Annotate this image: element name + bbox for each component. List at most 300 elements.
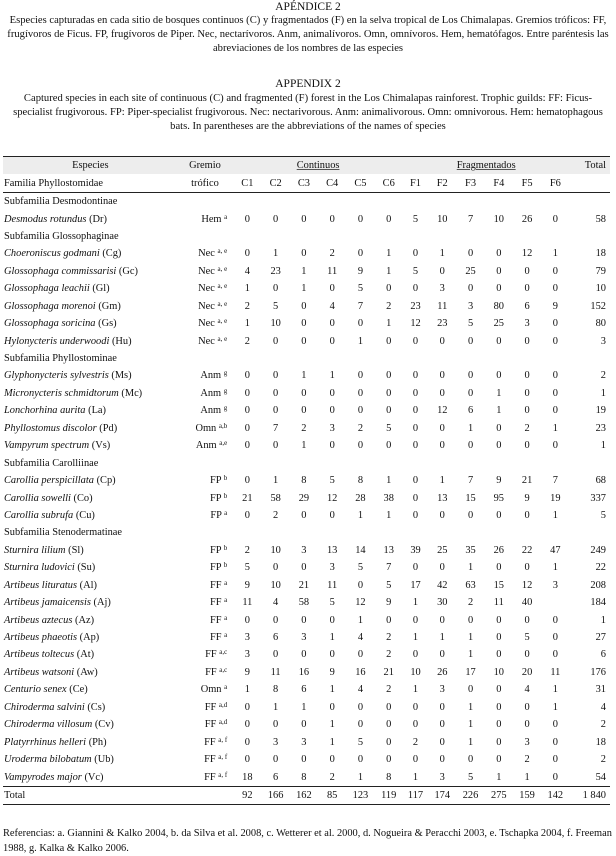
species-name: Chiroderma salvini (4, 701, 85, 713)
count-c4: 0 (329, 405, 335, 417)
guild-reference: a (224, 683, 228, 692)
count-c4: 13 (326, 544, 338, 556)
count-f2: 3 (439, 771, 445, 783)
empty-cell (177, 524, 234, 541)
empty-cell (485, 350, 513, 367)
table-row (3, 594, 610, 611)
empty-cell (262, 228, 290, 245)
count-f2: 11 (437, 300, 448, 312)
count-c2: 8 (273, 684, 279, 696)
count-c2: 10 (270, 579, 281, 591)
species-cell (3, 646, 177, 663)
guild-code: Nec (198, 248, 215, 260)
species-abbr: (Gl) (92, 283, 110, 295)
species-name: Glossophaga commissarisi (4, 265, 117, 277)
count-c3: 0 (301, 649, 307, 661)
count-c1: 5 (244, 562, 250, 574)
count-c2: 11 (270, 666, 281, 678)
guild-cell (177, 489, 234, 506)
count-c5: 0 (357, 213, 364, 225)
empty-cell (290, 524, 318, 541)
empty-cell (541, 350, 569, 367)
empty-cell (428, 228, 456, 245)
species-name: Choeroniscus godmani (4, 248, 100, 260)
count-c4: 0 (329, 509, 335, 521)
guild-code: Anm (200, 405, 222, 417)
count-f3: 1 (467, 719, 474, 731)
count-f2: 26 (437, 666, 448, 678)
count-c5: 28 (355, 492, 366, 504)
count-c2: 10 (270, 318, 281, 330)
empty-cell (456, 454, 484, 471)
species-name: Glossophaga soricina (4, 318, 96, 330)
count-c5: 0 (357, 405, 364, 417)
species-total: 79 (595, 265, 606, 277)
count-c2: 0 (273, 387, 279, 399)
empty-cell (403, 454, 428, 471)
count-f3: 0 (467, 370, 474, 382)
count-c6: 9 (386, 597, 392, 609)
guild-reference: a (224, 212, 228, 221)
subfamily-label: Subfamilia Glossophaginae (4, 230, 119, 242)
empty-cell (569, 228, 610, 245)
empty-cell (513, 454, 541, 471)
guild-code: Hem (201, 213, 222, 225)
count-f1: 0 (412, 283, 419, 295)
empty-cell (428, 192, 456, 210)
guild-reference: a (224, 631, 228, 640)
count-f4: 11 (493, 597, 504, 609)
total-row (3, 786, 610, 804)
count-c6: 0 (386, 213, 392, 225)
count-f3: 0 (467, 335, 474, 347)
count-f3: 0 (467, 509, 474, 521)
header-fragmentados-label: Fragmentados (456, 160, 516, 172)
guild-cell (177, 507, 234, 524)
family-label: Familia Phyllostomidae (3, 174, 177, 192)
species-cell (3, 489, 177, 506)
count-f5: 26 (521, 213, 533, 225)
species-cell (3, 768, 177, 786)
grand-total: 1 840 (582, 789, 606, 801)
guild-code: FF (209, 579, 222, 591)
count-f2: 0 (439, 736, 445, 748)
header-continuos (233, 157, 403, 175)
count-c3: 3 (301, 736, 307, 748)
count-f4: 10 (493, 666, 504, 678)
empty-cell (346, 524, 374, 541)
guild-cell (177, 315, 234, 332)
count-c3: 3 (301, 544, 307, 556)
table-row (3, 210, 610, 227)
count-f4: 25 (493, 318, 504, 330)
empty-cell (485, 524, 513, 541)
species-name: Artibeus jamaicensis (4, 597, 91, 609)
count-c5: 2 (357, 422, 364, 434)
count-f1: 0 (412, 248, 419, 260)
count-c5: 1 (357, 614, 364, 626)
species-total: 152 (590, 300, 606, 312)
count-f6: 3 (552, 579, 558, 591)
species-cell (3, 733, 177, 750)
count-f6 (541, 594, 569, 611)
count-c6: 2 (386, 649, 392, 661)
guild-code: Nec (198, 335, 215, 347)
species-cell (3, 245, 177, 262)
count-f6: 0 (552, 318, 558, 330)
count-f4: 0 (496, 509, 502, 521)
species-cell (3, 263, 177, 280)
guild-reference: a (224, 613, 228, 622)
count-c4: 1 (329, 719, 335, 731)
species-name: Centurio senex (4, 684, 67, 696)
count-c5: 0 (357, 701, 364, 713)
species-total: 58 (595, 213, 606, 225)
count-c6: 0 (386, 701, 392, 713)
count-f1: 0 (412, 649, 419, 661)
species-total: 3 (600, 335, 606, 347)
guild-reference: a, e (217, 247, 228, 256)
species-total: 19 (595, 405, 606, 417)
species-cell (3, 751, 177, 768)
guild-reference: a (224, 596, 228, 605)
count-f1: 17 (410, 579, 421, 591)
table-subheader-row (3, 174, 610, 192)
count-f5: 2 (524, 754, 530, 766)
species-table (3, 156, 610, 805)
guild-code: Nec (198, 265, 215, 277)
empty-cell (403, 192, 428, 210)
count-c5: 14 (355, 544, 366, 556)
header-fragmentados (403, 157, 570, 175)
count-c6: 0 (386, 387, 392, 399)
empty-cell (375, 350, 403, 367)
count-f2: 3 (439, 283, 445, 295)
empty-cell (318, 192, 346, 210)
species-total: 4 (600, 701, 606, 713)
table-row (3, 733, 610, 750)
count-f2: 3 (439, 684, 445, 696)
count-f4: 0 (496, 701, 502, 713)
count-f4: 10 (493, 213, 504, 225)
count-c2: 5 (273, 300, 279, 312)
count-f4: 95 (493, 492, 504, 504)
count-f2: 0 (439, 440, 445, 452)
count-c1: 18 (242, 771, 253, 783)
empty-cell (428, 454, 456, 471)
count-c4: 0 (329, 440, 335, 452)
count-c3: 1 (301, 370, 307, 382)
count-f5: 0 (524, 509, 530, 521)
species-total: 1 (600, 440, 606, 452)
count-c3: 3 (301, 632, 307, 644)
count-c5: 5 (357, 562, 364, 574)
table-row (3, 315, 610, 332)
empty-cell (541, 192, 569, 210)
empty-cell (456, 350, 484, 367)
count-f2: 0 (439, 265, 445, 277)
count-f3: 1 (467, 649, 474, 661)
empty-cell (346, 192, 374, 210)
table-row (3, 437, 610, 454)
count-f4: 1 (496, 387, 502, 399)
count-c1: 1 (244, 684, 250, 696)
guild-reference: a,d (218, 700, 228, 709)
count-f5: 1 (524, 771, 530, 783)
species-cell (3, 437, 177, 454)
count-f6: 0 (552, 771, 558, 783)
count-f4: 0 (496, 736, 502, 748)
empty-cell (456, 228, 484, 245)
count-c6: 0 (386, 754, 392, 766)
subfamily-label: Subfamilia Phyllostominae (4, 353, 117, 365)
species-name: Glossophaga leachii (4, 283, 90, 295)
count-f4: 15 (493, 579, 504, 591)
guild-reference: b (223, 474, 228, 483)
table-row (3, 367, 610, 384)
species-total: 6 (600, 649, 606, 661)
empty-cell (513, 192, 541, 210)
count-c3: 0 (301, 614, 307, 626)
count-c2: 2 (273, 509, 279, 521)
count-c5: 0 (357, 370, 364, 382)
count-c5: 0 (357, 649, 364, 661)
count-f6: 1 (552, 684, 558, 696)
total-f1: 117 (407, 789, 424, 801)
count-c2: 0 (273, 405, 279, 417)
species-abbr: (Ap) (79, 632, 100, 644)
species-name: Phyllostomus discolor (4, 422, 97, 434)
count-f5: 0 (524, 335, 530, 347)
count-f4: 0 (496, 440, 502, 452)
count-c1: 0 (244, 614, 250, 626)
header-site-f5: F5 (513, 174, 541, 192)
guild-cell (177, 594, 234, 611)
count-c6: 38 (383, 492, 394, 504)
count-c3: 0 (301, 300, 307, 312)
guild-code: Nec (198, 318, 215, 330)
count-f1: 0 (412, 422, 419, 434)
count-f1: 1 (412, 632, 419, 644)
count-f4: 0 (496, 265, 502, 277)
species-cell (3, 385, 177, 402)
count-c1: 0 (244, 754, 250, 766)
count-f3: 0 (467, 754, 474, 766)
empty-cell (318, 524, 346, 541)
count-c3: 2 (301, 422, 307, 434)
count-f2: 1 (439, 632, 445, 644)
header-site-f3: F3 (456, 174, 484, 192)
count-f6: 0 (552, 632, 558, 644)
species-cell (3, 559, 177, 576)
total-f6: 142 (547, 789, 564, 801)
count-f4: 0 (496, 370, 502, 382)
species-abbr: (Gm) (98, 300, 121, 312)
subfamily-row (3, 192, 610, 210)
count-f3: 1 (467, 701, 474, 713)
count-f5: 0 (524, 370, 530, 382)
guild-code: FF (204, 701, 217, 713)
empty-cell (233, 350, 261, 367)
count-c6: 1 (386, 509, 392, 521)
count-f1: 0 (412, 614, 419, 626)
count-c6: 7 (386, 562, 392, 574)
species-abbr: (Cg) (102, 248, 122, 260)
guild-cell (177, 559, 234, 576)
count-f5: 0 (524, 387, 530, 399)
total-c1: 92 (242, 789, 253, 801)
empty-cell (177, 228, 234, 245)
count-c6: 0 (386, 370, 392, 382)
count-c3: 0 (301, 213, 307, 225)
count-f5: 0 (524, 405, 530, 417)
count-c3: 0 (301, 754, 307, 766)
total-f3: 226 (462, 789, 479, 801)
species-abbr: (Gc) (118, 265, 138, 277)
references-note: Referencias: a. Giannini & Kalko 2004, b. da Silva et al. 2008, c. Wetterer et al. 2000, d. Nogueira & Peracchi 2003, e. Tschapka 2004, f. Freeman 1988, g. Kalka & Kalko 2006. (3, 828, 612, 854)
count-c1: 0 (244, 440, 250, 452)
species-total: 184 (590, 597, 606, 609)
subfamily-row (3, 350, 610, 367)
count-c1: 2 (244, 544, 250, 556)
count-c6: 0 (386, 405, 392, 417)
count-c5: 8 (357, 475, 364, 487)
header-total-spacer (569, 174, 610, 192)
count-c2: 0 (273, 614, 279, 626)
count-c4: 0 (329, 701, 335, 713)
count-f2: 0 (439, 754, 445, 766)
guild-code: FF (205, 666, 217, 678)
table-row (3, 280, 610, 297)
species-cell (3, 664, 177, 681)
count-c1: 0 (244, 248, 250, 260)
species-cell (3, 402, 177, 419)
count-c1: 0 (244, 736, 250, 748)
empty-cell (513, 228, 541, 245)
count-f4: 1 (496, 771, 502, 783)
species-total: 2 (600, 370, 606, 382)
count-f2: 1 (439, 475, 445, 487)
total-c3: 162 (296, 789, 312, 801)
count-f1: 10 (410, 666, 421, 678)
species-cell (3, 315, 177, 332)
count-c5: 0 (357, 318, 364, 330)
count-c5: 1 (357, 335, 364, 347)
count-f6: 1 (552, 509, 558, 521)
guild-code: Nec (198, 300, 215, 312)
total-c2: 166 (267, 789, 284, 801)
species-name: Sturnira ludovici (4, 562, 75, 574)
count-f1: 0 (412, 562, 419, 574)
species-name: Artibeus phaeotis (4, 632, 78, 644)
count-f2: 0 (439, 509, 445, 521)
count-f4: 0 (496, 248, 502, 260)
count-c6: 0 (386, 440, 392, 452)
species-abbr: (Cv) (94, 719, 114, 731)
count-c3: 16 (298, 666, 310, 678)
species-cell (3, 699, 177, 716)
count-f1: 0 (412, 335, 419, 347)
species-abbr: (Su) (77, 562, 96, 574)
guild-code: Anm (195, 440, 217, 452)
count-f5: 3 (524, 736, 530, 748)
species-name: Desmodus rotundus (4, 213, 87, 225)
species-abbr: (Ms) (111, 370, 132, 382)
count-f4: 0 (496, 562, 502, 574)
count-c6: 0 (386, 283, 392, 295)
count-c4: 0 (329, 649, 335, 661)
empty-cell (375, 524, 403, 541)
guild-code: Anm (200, 370, 222, 382)
count-c4: 12 (326, 492, 338, 504)
empty-cell (318, 228, 346, 245)
count-f1: 0 (412, 405, 419, 417)
count-c3: 0 (301, 719, 307, 731)
empty-cell (233, 524, 261, 541)
guild-reference: a,c (219, 665, 228, 674)
count-c6: 0 (386, 335, 392, 347)
subfamily-row (3, 454, 610, 471)
count-f2: 0 (439, 335, 445, 347)
count-f6: 0 (552, 440, 558, 452)
count-f5: 21 (521, 475, 533, 487)
species-total: 1 (600, 387, 606, 399)
count-f5: 22 (521, 544, 533, 556)
count-c5: 0 (357, 719, 364, 731)
table-row (3, 420, 610, 437)
count-f5: 12 (521, 579, 533, 591)
count-f5: 0 (524, 562, 530, 574)
guild-reference: a,c (219, 648, 228, 657)
count-c6: 5 (386, 579, 392, 591)
count-c3: 0 (301, 335, 307, 347)
table-row (3, 751, 610, 768)
count-f1: 1 (412, 684, 419, 696)
empty-cell (346, 454, 374, 471)
count-c5: 0 (357, 248, 364, 260)
count-f6: 9 (552, 300, 558, 312)
count-c3: 0 (301, 248, 307, 260)
count-c3: 58 (298, 597, 310, 609)
count-f1: 5 (412, 213, 419, 225)
count-f4: 0 (496, 632, 502, 644)
count-f2: 23 (437, 318, 448, 330)
count-c4: 3 (329, 562, 335, 574)
empty-cell (318, 350, 346, 367)
header-site-c6: C6 (375, 174, 403, 192)
header-site-c3: C3 (290, 174, 318, 192)
count-f3: 0 (467, 387, 474, 399)
count-f3: 1 (467, 422, 474, 434)
count-f6: 0 (552, 283, 558, 295)
count-c4: 3 (329, 422, 335, 434)
count-c6: 1 (386, 265, 392, 277)
species-total: 249 (590, 544, 606, 556)
total-f2: 174 (434, 789, 451, 801)
count-c4: 1 (329, 632, 335, 644)
count-c6: 5 (386, 422, 392, 434)
count-c3: 8 (301, 475, 307, 487)
table-row (3, 629, 610, 646)
species-cell (3, 507, 177, 524)
subfamily-row (3, 228, 610, 245)
species-abbr: (Co) (73, 492, 93, 504)
count-f5: 0 (524, 265, 530, 277)
count-c3: 1 (301, 265, 307, 277)
count-c1: 0 (244, 509, 250, 521)
count-f5: 9 (524, 492, 530, 504)
empty-cell (290, 350, 318, 367)
